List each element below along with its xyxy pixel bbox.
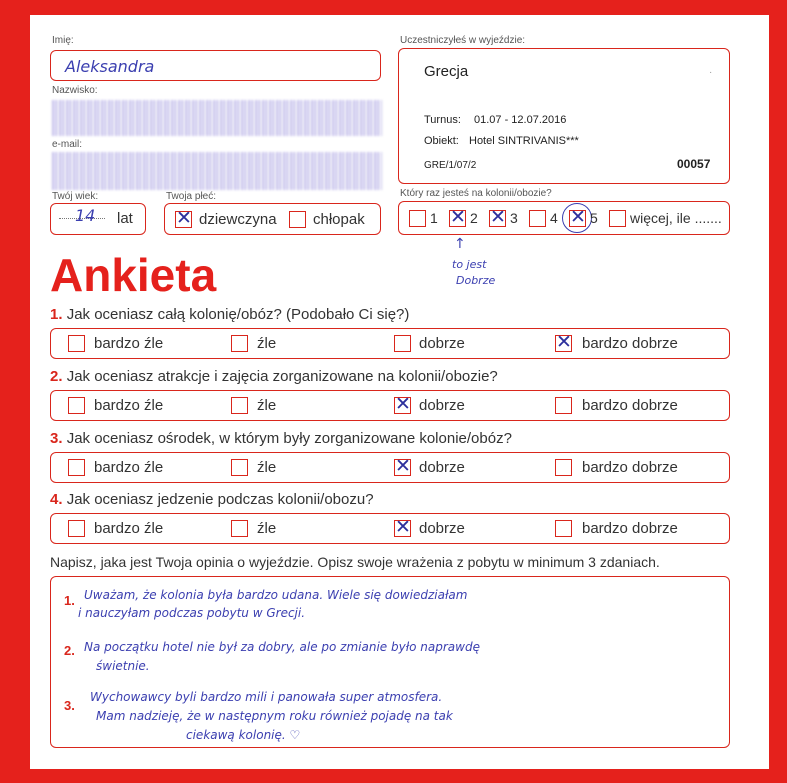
question-4-text: Jak oceniasz jedzenie podczas kolonii/obozu? bbox=[66, 491, 374, 508]
plec-option-dziewczyna: dziewczyna bbox=[199, 211, 277, 228]
plec-checkbox-dziewczyna[interactable] bbox=[175, 211, 192, 228]
wiek-value: 14 bbox=[75, 206, 96, 225]
wiek-label: Twój wiek: bbox=[52, 191, 99, 202]
times-checkbox-4[interactable] bbox=[529, 210, 546, 227]
turnus-label: Turnus: bbox=[424, 114, 461, 126]
question-1-num: 1. bbox=[50, 306, 63, 323]
times-checkbox-2[interactable] bbox=[449, 210, 466, 227]
answer-1-num: 1. bbox=[64, 593, 75, 608]
times-label: Który raz jesteś na kolonii/obozie? bbox=[400, 188, 552, 199]
times-checkbox-more[interactable] bbox=[609, 210, 626, 227]
q2-option-bardzo-dobrze: bardzo dobrze bbox=[582, 397, 678, 414]
question-4-num: 4. bbox=[50, 491, 63, 508]
plec-field bbox=[164, 203, 381, 235]
times-option-5: 5 bbox=[590, 210, 598, 226]
obiekt-value: Hotel SINTRIVANIS*** bbox=[469, 135, 579, 147]
page-title: Ankieta bbox=[50, 249, 217, 301]
note-line-2: Dobrze bbox=[456, 274, 496, 287]
answer-3-line-2: Mam nadzieję, że w następnym roku również pojadę na tak bbox=[96, 709, 453, 723]
red-frame-bottom bbox=[0, 769, 787, 783]
q3-checkbox-bardzo-dobrze[interactable] bbox=[555, 459, 572, 476]
times-option-1: 1 bbox=[430, 210, 438, 226]
q4-option-bardzo-dobrze: bardzo dobrze bbox=[582, 520, 678, 537]
times-option-3: 3 bbox=[510, 210, 518, 226]
q4-option-zle: źle bbox=[257, 520, 277, 537]
note-line-1: to jest bbox=[452, 258, 487, 271]
question-4 bbox=[50, 491, 374, 508]
trip-country: Grecja bbox=[424, 63, 469, 80]
answer-3-line-1: Wychowawcy byli bardzo mili i panowała super atmosfera. bbox=[90, 690, 443, 704]
q3-checkbox-zle[interactable] bbox=[231, 459, 248, 476]
imie-value: Aleksandra bbox=[65, 57, 155, 76]
q1-checkbox-zle[interactable] bbox=[231, 335, 248, 352]
q3-option-bardzo-dobrze: bardzo dobrze bbox=[582, 459, 678, 476]
imie-label: Imię: bbox=[52, 35, 74, 46]
answer-3-line-3: ciekawą kolonię. ♡ bbox=[186, 728, 301, 742]
email-redacted bbox=[52, 152, 382, 190]
question-2-options bbox=[50, 390, 730, 421]
times-field bbox=[398, 201, 730, 235]
times-option-2: 2 bbox=[470, 210, 478, 226]
wiek-unit: lat bbox=[117, 210, 133, 227]
q1-option-bardzo-dobrze: bardzo dobrze bbox=[582, 335, 678, 352]
q2-checkbox-zle[interactable] bbox=[231, 397, 248, 414]
question-2 bbox=[50, 368, 498, 385]
question-2-num: 2. bbox=[50, 368, 63, 385]
email-label: e-mail: bbox=[52, 139, 83, 150]
question-1-options bbox=[50, 328, 730, 359]
nazwisko-redacted bbox=[52, 100, 382, 136]
note-arrow: ↑ bbox=[454, 236, 466, 252]
trip-label: Uczestniczyłeś w wyjeździe: bbox=[400, 35, 526, 46]
q2-checkbox-bardzo-zle[interactable] bbox=[68, 397, 85, 414]
red-frame-top bbox=[0, 0, 787, 15]
trip-box bbox=[398, 48, 730, 184]
times-checkbox-1[interactable] bbox=[409, 210, 426, 227]
q2-option-bardzo-zle: bardzo źle bbox=[94, 397, 164, 414]
turnus-value: 01.07 - 12.07.2016 bbox=[474, 114, 567, 126]
plec-checkbox-chlopak[interactable] bbox=[289, 211, 306, 228]
question-3-num: 3. bbox=[50, 430, 63, 447]
opinion-prompt: Napisz, jaka jest Twoja opinia o wyjeździe. Opisz swoje wrażenia z pobytu w minimum 3 zdaniach. bbox=[50, 554, 660, 570]
trip-number: 00057 bbox=[677, 157, 711, 171]
q3-option-dobrze: dobrze bbox=[419, 459, 465, 476]
question-3-options bbox=[50, 452, 730, 483]
q1-option-dobrze: dobrze bbox=[419, 335, 465, 352]
q2-checkbox-bardzo-dobrze[interactable] bbox=[555, 397, 572, 414]
q3-option-bardzo-zle: bardzo źle bbox=[94, 459, 164, 476]
q4-option-bardzo-zle: bardzo źle bbox=[94, 520, 164, 537]
q2-checkbox-dobrze[interactable] bbox=[394, 397, 411, 414]
obiekt-label: Obiekt: bbox=[424, 135, 459, 147]
answer-2-line-1: Na początku hotel nie był za dobry, ale po zmianie było naprawdę bbox=[84, 640, 480, 654]
answer-2-num: 2. bbox=[64, 643, 75, 658]
question-1-text: Jak oceniasz całą kolonię/obóz? (Podobało Ci się?) bbox=[66, 306, 410, 323]
q1-checkbox-bardzo-dobrze[interactable] bbox=[555, 335, 572, 352]
times-checkbox-3[interactable] bbox=[489, 210, 506, 227]
q1-checkbox-dobrze[interactable] bbox=[394, 335, 411, 352]
trip-code: GRE/1/07/2 bbox=[424, 160, 477, 171]
times-option-more: więcej, ile ....... bbox=[630, 210, 722, 226]
question-3-text: Jak oceniasz ośrodek, w którym były zorganizowane kolonie/obóz? bbox=[66, 430, 512, 447]
answer-2-line-2: świetnie. bbox=[96, 659, 150, 673]
q3-checkbox-bardzo-zle[interactable] bbox=[68, 459, 85, 476]
q4-option-dobrze: dobrze bbox=[419, 520, 465, 537]
question-4-options bbox=[50, 513, 730, 544]
q2-option-zle: źle bbox=[257, 397, 277, 414]
red-frame-left bbox=[0, 0, 30, 783]
answer-1-line-1: Uważam, że kolonia była bardzo udana. Wiele się dowiedziałam bbox=[84, 588, 468, 602]
q3-checkbox-dobrze[interactable] bbox=[394, 459, 411, 476]
q1-option-zle: źle bbox=[257, 335, 277, 352]
red-frame-right bbox=[769, 0, 787, 783]
plec-option-chlopak: chłopak bbox=[313, 211, 365, 228]
answer-1-line-2: i nauczyłam podczas pobytu w Grecji. bbox=[78, 606, 306, 620]
q4-checkbox-dobrze[interactable] bbox=[394, 520, 411, 537]
times-option-4: 4 bbox=[550, 210, 558, 226]
q4-checkbox-zle[interactable] bbox=[231, 520, 248, 537]
q3-option-zle: źle bbox=[257, 459, 277, 476]
imie-field[interactable] bbox=[50, 50, 381, 81]
plec-label: Twoja płeć: bbox=[166, 191, 217, 202]
question-1 bbox=[50, 306, 409, 323]
q4-checkbox-bardzo-zle[interactable] bbox=[68, 520, 85, 537]
wiek-field[interactable] bbox=[50, 203, 146, 235]
times-circle-mark bbox=[562, 203, 592, 233]
q1-checkbox-bardzo-zle[interactable] bbox=[68, 335, 85, 352]
q1-option-bardzo-zle: bardzo źle bbox=[94, 335, 164, 352]
question-3 bbox=[50, 430, 512, 447]
nazwisko-label: Nazwisko: bbox=[52, 85, 98, 96]
question-2-text: Jak oceniasz atrakcje i zajęcia zorganizowane na kolonii/obozie? bbox=[66, 368, 498, 385]
q2-option-dobrze: dobrze bbox=[419, 397, 465, 414]
q4-checkbox-bardzo-dobrze[interactable] bbox=[555, 520, 572, 537]
trip-dot: · bbox=[709, 67, 713, 78]
answer-3-num: 3. bbox=[64, 698, 75, 713]
